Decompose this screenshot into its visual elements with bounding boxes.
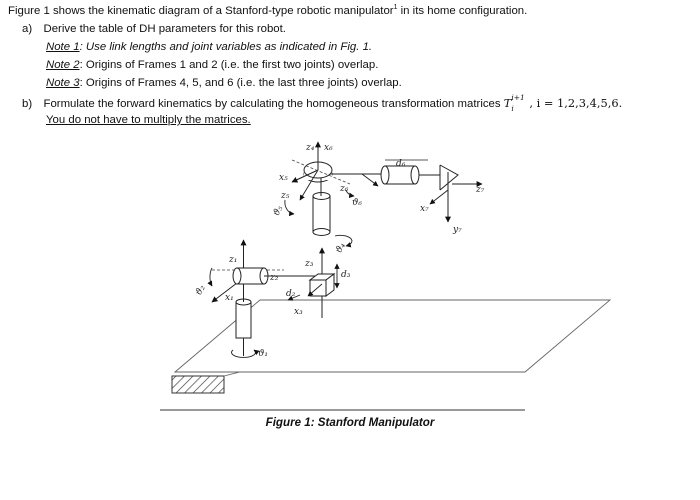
part-b-line2: You do not have to multiply the matrices.: [46, 114, 251, 126]
label-theta1: ϑ₁: [258, 349, 269, 359]
label-x5: x₅: [279, 173, 288, 183]
label-theta4: ϑ₄: [334, 241, 348, 256]
note-3-text: : Origins of Frames 4, 5, and 6 (i.e. the last three joints) overlap.: [79, 77, 402, 89]
note-1-text: : Use link lengths and joint variables as indicated in Fig. 1.: [79, 41, 373, 53]
label-z2: z₂: [270, 273, 279, 283]
label-z1: z₁: [229, 255, 238, 265]
label-x3: x₃: [294, 307, 303, 317]
note-2-text: : Origins of Frames 1 and 2 (i.e. the first two joints) overlap.: [79, 59, 379, 71]
matrix-sub: i: [511, 104, 514, 113]
label-theta5: ϑ₅: [271, 204, 286, 218]
joint-4-cylinder: [313, 193, 352, 247]
intro-text-end: in its home configuration.: [397, 5, 528, 17]
index-expr: , i = 1,2,3,4,5,6.: [529, 96, 623, 110]
part-b-text: Formulate the forward kinematics by calculating the homogeneous transformation matrices: [43, 98, 501, 110]
label-x1: x₁: [225, 293, 234, 303]
footnote-mark: 1: [393, 4, 398, 12]
note-1-label: Note 1: [46, 41, 80, 53]
figure-caption: Figure 1: Stanford Manipulator: [265, 416, 435, 429]
ground-plane: [160, 300, 610, 410]
label-z4: z₄: [306, 143, 315, 153]
matrix-sup: i+1: [511, 93, 525, 102]
note-2-label: Note 2: [46, 59, 80, 71]
label-y7: y₇: [453, 225, 462, 235]
label-z7: z₇: [476, 185, 485, 195]
label-d3: d₃: [341, 270, 351, 280]
joint-1-cylinder: [232, 299, 256, 357]
joint-2-cylinder: [210, 268, 268, 286]
label-d6: d₆: [396, 159, 406, 169]
note-3-label: Note 3: [46, 77, 80, 89]
label-z6: z₆: [340, 184, 349, 194]
label-theta6: ϑ₆: [352, 198, 363, 208]
part-a-marker: a): [22, 23, 33, 35]
label-d2: d₂: [286, 289, 296, 299]
end-effector-gripper: [430, 165, 482, 222]
label-theta2: ϑ₂: [194, 283, 208, 298]
label-x6: x₆: [324, 143, 333, 153]
part-b-marker: b): [22, 98, 33, 110]
label-z5: z₅: [281, 191, 290, 201]
intro-text: Figure 1 shows the kinematic diagram of a Stanford-type robotic manipulator: [8, 5, 394, 17]
label-z3: z₃: [305, 259, 314, 269]
matrix-symbol: T: [503, 96, 512, 110]
label-x7: x₇: [420, 204, 429, 214]
part-a-text: Derive the table of DH parameters for this robot.: [43, 23, 286, 35]
